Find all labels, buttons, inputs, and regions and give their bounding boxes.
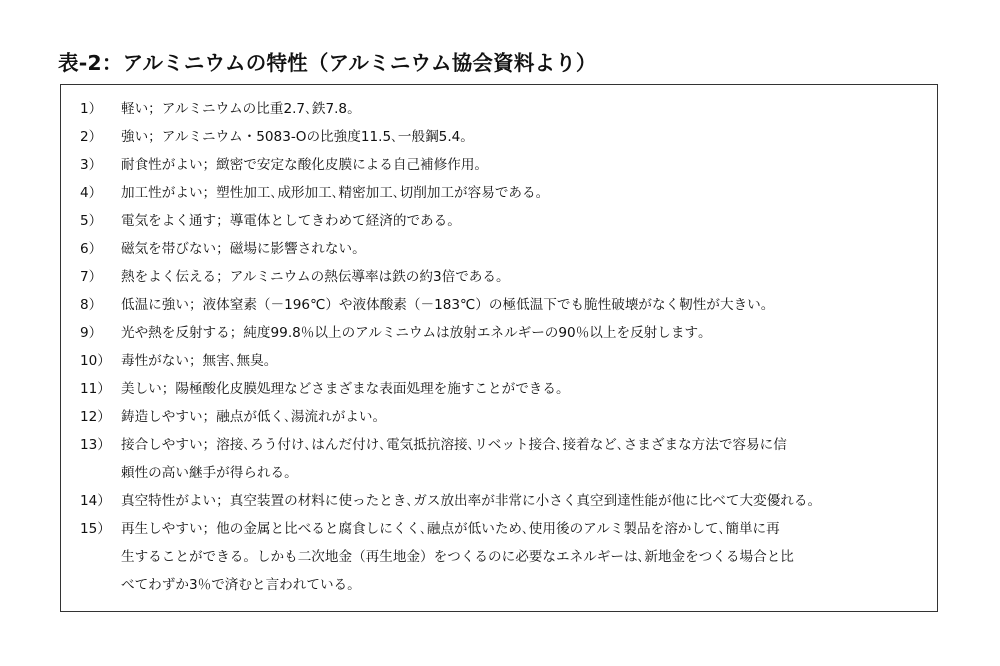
property-text-line: 真空特性がよい；真空装置の材料に使ったとき､ガス放出率が非常に小さく真空到達性能が他に比べて大変優れる｡ (121, 493, 815, 509)
property-item (80, 487, 930, 515)
property-text-line: 生することができる。しかも二次地金（再生地金）をつくるのに必要なエネルギーは､新地金をつくる場合と比 (121, 549, 794, 565)
property-text (121, 263, 503, 291)
property-text (121, 123, 467, 151)
property-item (80, 347, 930, 375)
property-text (121, 151, 481, 179)
property-number: 5） (80, 213, 103, 229)
property-text (121, 207, 454, 235)
page-title: 表-2：アルミニウムの特性（アルミニウム協会資料より） (58, 51, 597, 75)
property-item (80, 123, 930, 151)
property-text (121, 347, 271, 375)
property-number: 10） (80, 353, 111, 369)
property-item (80, 319, 930, 347)
property-text-line: 磁気を帯びない；磁場に影響されない｡ (121, 241, 359, 257)
property-text (121, 95, 354, 123)
property-number: 2） (80, 129, 103, 145)
property-number: 4） (80, 185, 103, 201)
property-item (80, 151, 930, 179)
property-text-line: 接合しやすい；溶接､ろう付け､はんだ付け､電気抵抗溶接､リベット接合､接着など､さまざまな方法で容易に信 (121, 437, 787, 453)
property-text (121, 179, 542, 207)
property-text-line: 再生しやすい；他の金属と比べると腐食しにくく､融点が低いため､使用後のアルミ製品を溶かして､簡単に再 (121, 521, 780, 537)
property-number: 9） (80, 325, 103, 341)
property-item (80, 207, 930, 235)
property-number: 13） (80, 437, 111, 453)
property-text-line: 光や熱を反射する；純度99.8％以上のアルミニウムは放射エネルギーの90％以上を反射します｡ (121, 325, 705, 341)
property-item (80, 291, 930, 319)
property-text-line: 頼性の高い継手が得られる｡ (121, 465, 291, 481)
property-text-line: べてわずか3％で済むと言われている。 (121, 577, 361, 593)
property-text-line: 耐食性がよい；緻密で安定な酸化皮膜による自己補修作用｡ (121, 157, 482, 173)
property-text-line: 低温に強い；液体窒素（－196℃）や液体酸素（－183℃）の極低温下でも脆性破壊がなく靭性が大きい｡ (121, 297, 768, 313)
property-text-line: 軽い；アルミニウムの比重2.7､鉄7.8｡ (121, 101, 354, 117)
property-text (121, 291, 768, 319)
property-text-line: 熱をよく伝える；アルミニウムの熱伝導率は鉄の約3倍である｡ (121, 269, 503, 285)
property-text-line: 電気をよく通す；導電体としてきわめて経済的である｡ (121, 213, 455, 229)
property-number: 11） (80, 381, 111, 397)
property-item (80, 403, 930, 431)
property-item (80, 263, 930, 291)
property-text (121, 515, 794, 599)
property-number: 1） (80, 101, 103, 117)
property-text-line: 加工性がよい；塑性加工､成形加工､精密加工､切削加工が容易である｡ (121, 185, 543, 201)
property-text (121, 319, 705, 347)
property-text (121, 487, 814, 515)
property-text-line: 毒性がない；無害､無臭｡ (121, 353, 271, 369)
property-item (80, 515, 930, 599)
property-number: 3） (80, 157, 103, 173)
property-item (80, 179, 930, 207)
property-number: 15） (80, 521, 111, 537)
property-item (80, 375, 930, 403)
property-number: 14） (80, 493, 111, 509)
property-text-line: 美しい；陽極酸化皮膜処理などさまざまな表面処理を施すことができる｡ (121, 381, 563, 397)
property-text (121, 403, 379, 431)
property-text (121, 431, 787, 487)
property-text (121, 235, 359, 263)
property-number: 6） (80, 241, 103, 257)
property-item (80, 235, 930, 263)
property-number: 12） (80, 409, 111, 425)
property-number: 8） (80, 297, 103, 313)
property-item (80, 431, 930, 487)
property-number: 7） (80, 269, 103, 285)
property-item (80, 95, 930, 123)
property-text-line: 強い；アルミニウム・5083-Oの比強度11.5､一般鋼5.4｡ (121, 129, 468, 145)
property-text-line: 鋳造しやすい；融点が低く､湯流れがよい｡ (121, 409, 380, 425)
property-text (121, 375, 563, 403)
